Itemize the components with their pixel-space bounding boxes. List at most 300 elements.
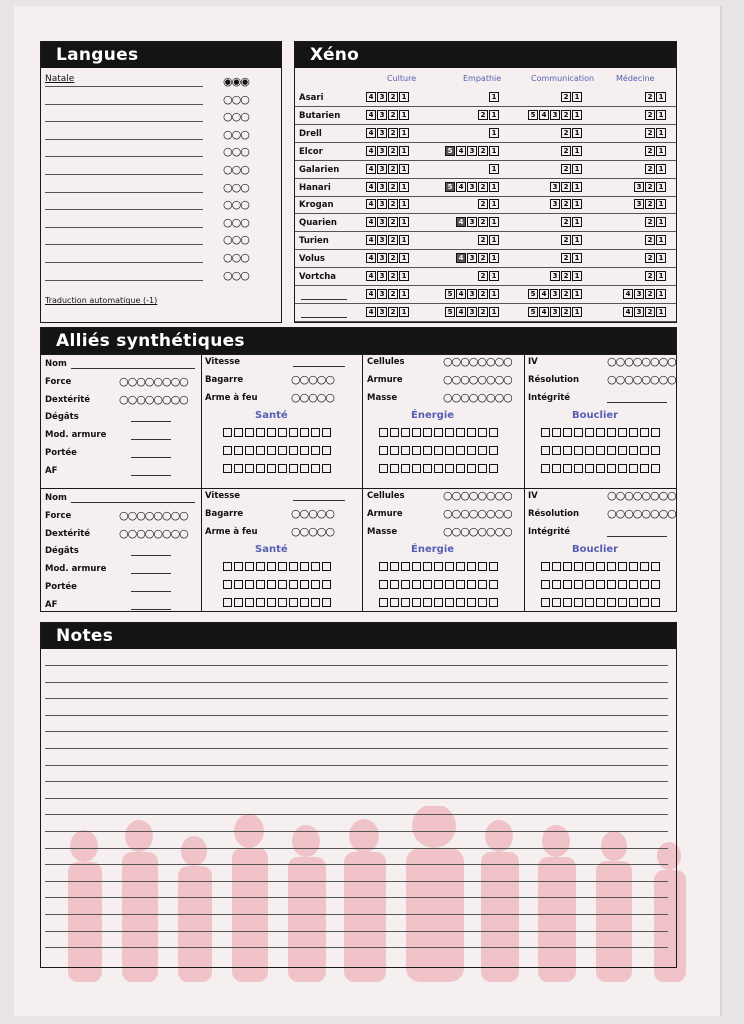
notes-line[interactable] bbox=[45, 665, 668, 666]
track-box[interactable] bbox=[552, 580, 561, 589]
ally-value-field[interactable] bbox=[131, 475, 171, 476]
rank-box[interactable]: 2 bbox=[645, 128, 655, 138]
track-box[interactable] bbox=[489, 598, 498, 607]
rank-box[interactable]: 3 bbox=[550, 271, 560, 281]
rank-box[interactable]: 1 bbox=[489, 110, 499, 120]
track-box[interactable] bbox=[267, 598, 276, 607]
xeno-rank-boxes[interactable] bbox=[645, 92, 667, 102]
track-box[interactable] bbox=[278, 464, 287, 473]
track-box[interactable] bbox=[640, 428, 649, 437]
rank-box[interactable]: 2 bbox=[645, 199, 655, 209]
track-box[interactable] bbox=[245, 446, 254, 455]
ally-name-field[interactable] bbox=[71, 368, 195, 369]
rank-box[interactable]: 2 bbox=[645, 253, 655, 263]
track-box[interactable] bbox=[423, 428, 432, 437]
notes-line[interactable] bbox=[45, 781, 668, 782]
track-box[interactable] bbox=[445, 598, 454, 607]
rank-box[interactable]: 1 bbox=[489, 199, 499, 209]
rank-box[interactable]: 4 bbox=[366, 128, 376, 138]
track-box[interactable] bbox=[607, 446, 616, 455]
rank-box[interactable]: 1 bbox=[656, 235, 666, 245]
track-box[interactable] bbox=[267, 562, 276, 571]
ally-stat-circles[interactable]: ○○○○○ bbox=[291, 524, 334, 538]
ally-stat-circles[interactable]: ○○○○○○○○ bbox=[443, 489, 512, 502]
track-box[interactable] bbox=[585, 598, 594, 607]
rank-box[interactable]: 1 bbox=[489, 182, 499, 192]
track-box[interactable] bbox=[412, 562, 421, 571]
rank-box[interactable]: 2 bbox=[645, 110, 655, 120]
track-box[interactable] bbox=[423, 598, 432, 607]
track-box[interactable] bbox=[585, 446, 594, 455]
notes-line[interactable] bbox=[45, 731, 668, 732]
rank-box[interactable]: 1 bbox=[489, 217, 499, 227]
ally-stat-circles[interactable]: ○○○○○○○○ bbox=[119, 526, 188, 540]
rank-box[interactable]: 1 bbox=[656, 110, 666, 120]
rank-box[interactable]: 2 bbox=[388, 182, 398, 192]
rank-box[interactable]: 4 bbox=[366, 92, 376, 102]
rank-box[interactable]: 1 bbox=[572, 182, 582, 192]
ally-track-boxes[interactable] bbox=[541, 446, 662, 455]
rank-box[interactable]: 3 bbox=[550, 110, 560, 120]
track-box[interactable] bbox=[445, 446, 454, 455]
rank-box[interactable]: 2 bbox=[561, 110, 571, 120]
rank-box[interactable]: 4 bbox=[539, 110, 549, 120]
rank-box[interactable]: 2 bbox=[645, 271, 655, 281]
track-box[interactable] bbox=[618, 580, 627, 589]
rank-box[interactable]: 5 bbox=[445, 146, 455, 156]
rank-box[interactable]: 1 bbox=[656, 199, 666, 209]
notes-line[interactable] bbox=[45, 914, 668, 915]
rank-box[interactable]: 4 bbox=[366, 110, 376, 120]
track-box[interactable] bbox=[607, 562, 616, 571]
xeno-rank-boxes[interactable] bbox=[366, 182, 410, 192]
rank-box[interactable]: 2 bbox=[645, 92, 655, 102]
rank-box[interactable]: 2 bbox=[478, 235, 488, 245]
xeno-rank-boxes[interactable] bbox=[561, 253, 583, 263]
rank-box[interactable]: 1 bbox=[489, 164, 499, 174]
track-box[interactable] bbox=[445, 580, 454, 589]
rank-box[interactable]: 1 bbox=[572, 199, 582, 209]
xeno-rank-boxes[interactable] bbox=[489, 92, 500, 102]
track-box[interactable] bbox=[401, 580, 410, 589]
rank-box[interactable]: 2 bbox=[561, 199, 571, 209]
track-box[interactable] bbox=[445, 428, 454, 437]
xeno-rank-boxes[interactable] bbox=[478, 199, 500, 209]
rank-box[interactable]: 1 bbox=[489, 289, 499, 299]
track-box[interactable] bbox=[456, 562, 465, 571]
rank-box[interactable]: 3 bbox=[467, 289, 477, 299]
ally-stat-circles[interactable]: ○○○○○○○○ bbox=[443, 390, 512, 404]
track-box[interactable] bbox=[618, 598, 627, 607]
track-box[interactable] bbox=[322, 580, 331, 589]
xeno-rank-boxes[interactable] bbox=[645, 128, 667, 138]
rank-box[interactable]: 2 bbox=[645, 307, 655, 317]
ally-track-boxes[interactable] bbox=[223, 598, 333, 607]
track-box[interactable] bbox=[234, 580, 243, 589]
track-box[interactable] bbox=[585, 562, 594, 571]
rank-box[interactable]: 3 bbox=[377, 217, 387, 227]
rank-box[interactable]: 2 bbox=[478, 217, 488, 227]
track-box[interactable] bbox=[311, 446, 320, 455]
rank-box[interactable]: 2 bbox=[561, 217, 571, 227]
track-box[interactable] bbox=[289, 464, 298, 473]
rank-box[interactable]: 3 bbox=[377, 92, 387, 102]
rank-box[interactable]: 1 bbox=[656, 289, 666, 299]
custom-species-line[interactable] bbox=[301, 299, 347, 300]
track-box[interactable] bbox=[412, 464, 421, 473]
track-box[interactable] bbox=[585, 464, 594, 473]
rank-box[interactable]: 4 bbox=[366, 307, 376, 317]
notes-line[interactable] bbox=[45, 682, 668, 683]
track-box[interactable] bbox=[434, 446, 443, 455]
track-box[interactable] bbox=[445, 464, 454, 473]
track-box[interactable] bbox=[574, 562, 583, 571]
xeno-rank-boxes[interactable] bbox=[366, 271, 410, 281]
track-box[interactable] bbox=[423, 446, 432, 455]
track-box[interactable] bbox=[651, 446, 660, 455]
track-box[interactable] bbox=[401, 446, 410, 455]
track-box[interactable] bbox=[322, 598, 331, 607]
ally-track-boxes[interactable] bbox=[379, 598, 500, 607]
track-box[interactable] bbox=[607, 598, 616, 607]
rank-box[interactable]: 5 bbox=[445, 307, 455, 317]
ally-stat-circles[interactable]: ○○○○○ bbox=[291, 390, 334, 404]
language-proficiency-circles[interactable]: ○○○ bbox=[223, 145, 249, 159]
ally-stat-circles[interactable]: ○○○○○○○○ bbox=[607, 355, 676, 368]
track-box[interactable] bbox=[434, 598, 443, 607]
ally-vitesse-field[interactable] bbox=[293, 366, 345, 367]
language-line[interactable] bbox=[45, 209, 203, 210]
rank-box[interactable]: 3 bbox=[550, 307, 560, 317]
rank-box[interactable]: 1 bbox=[489, 92, 499, 102]
track-box[interactable] bbox=[574, 580, 583, 589]
xeno-rank-boxes[interactable] bbox=[366, 199, 410, 209]
track-box[interactable] bbox=[300, 464, 309, 473]
ally-stat-circles[interactable]: ○○○○○○○○ bbox=[119, 392, 188, 406]
rank-box[interactable]: 3 bbox=[634, 182, 644, 192]
ally-stat-circles[interactable]: ○○○○○○○○ bbox=[607, 506, 676, 520]
xeno-rank-boxes[interactable] bbox=[645, 271, 667, 281]
rank-box[interactable]: 2 bbox=[561, 128, 571, 138]
rank-box[interactable]: 3 bbox=[377, 164, 387, 174]
xeno-rank-boxes[interactable] bbox=[528, 110, 583, 120]
xeno-rank-boxes[interactable] bbox=[623, 307, 667, 317]
rank-box[interactable]: 4 bbox=[539, 289, 549, 299]
track-box[interactable] bbox=[412, 598, 421, 607]
xeno-rank-boxes[interactable] bbox=[528, 307, 583, 317]
track-box[interactable] bbox=[456, 464, 465, 473]
xeno-rank-boxes[interactable] bbox=[634, 199, 667, 209]
rank-box[interactable]: 3 bbox=[377, 307, 387, 317]
track-box[interactable] bbox=[311, 598, 320, 607]
xeno-rank-boxes[interactable] bbox=[366, 164, 410, 174]
rank-box[interactable]: 1 bbox=[656, 253, 666, 263]
rank-box[interactable]: 2 bbox=[561, 253, 571, 263]
track-box[interactable] bbox=[300, 446, 309, 455]
language-line[interactable] bbox=[45, 174, 203, 175]
rank-box[interactable]: 2 bbox=[478, 307, 488, 317]
track-box[interactable] bbox=[434, 464, 443, 473]
xeno-rank-boxes[interactable] bbox=[645, 146, 667, 156]
language-proficiency-circles[interactable]: ○○○ bbox=[223, 215, 249, 229]
rank-box[interactable]: 5 bbox=[445, 182, 455, 192]
rank-box[interactable]: 1 bbox=[399, 253, 409, 263]
notes-line[interactable] bbox=[45, 715, 668, 716]
ally-track-boxes[interactable] bbox=[541, 428, 662, 437]
rank-box[interactable]: 1 bbox=[572, 92, 582, 102]
track-box[interactable] bbox=[234, 598, 243, 607]
track-box[interactable] bbox=[278, 428, 287, 437]
xeno-rank-boxes[interactable] bbox=[366, 235, 410, 245]
track-box[interactable] bbox=[596, 464, 605, 473]
rank-box[interactable]: 1 bbox=[399, 271, 409, 281]
rank-box[interactable]: 2 bbox=[561, 271, 571, 281]
language-proficiency-circles[interactable]: ○○○ bbox=[223, 180, 249, 194]
track-box[interactable] bbox=[245, 580, 254, 589]
rank-box[interactable]: 2 bbox=[388, 253, 398, 263]
track-box[interactable] bbox=[223, 562, 232, 571]
xeno-rank-boxes[interactable] bbox=[366, 217, 410, 227]
xeno-rank-boxes[interactable] bbox=[645, 110, 667, 120]
language-proficiency-circles[interactable]: ○○○ bbox=[223, 163, 249, 176]
rank-box[interactable]: 4 bbox=[366, 199, 376, 209]
xeno-rank-boxes[interactable] bbox=[561, 92, 583, 102]
track-box[interactable] bbox=[423, 562, 432, 571]
rank-box[interactable]: 1 bbox=[656, 271, 666, 281]
rank-box[interactable]: 2 bbox=[478, 182, 488, 192]
track-box[interactable] bbox=[456, 598, 465, 607]
rank-box[interactable]: 1 bbox=[572, 110, 582, 120]
ally-stat-circles[interactable]: ○○○○○ bbox=[291, 372, 334, 386]
rank-box[interactable]: 1 bbox=[489, 128, 499, 138]
rank-box[interactable]: 3 bbox=[377, 289, 387, 299]
ally-value-field[interactable] bbox=[131, 457, 171, 458]
language-line[interactable] bbox=[45, 262, 203, 263]
language-proficiency-circles[interactable]: ○○○ bbox=[223, 251, 249, 264]
rank-box[interactable]: 3 bbox=[467, 182, 477, 192]
ally-track-boxes[interactable] bbox=[541, 464, 662, 473]
rank-box[interactable]: 1 bbox=[572, 146, 582, 156]
track-box[interactable] bbox=[489, 428, 498, 437]
track-box[interactable] bbox=[563, 464, 572, 473]
track-box[interactable] bbox=[379, 464, 388, 473]
ally-value-field[interactable] bbox=[131, 609, 171, 610]
language-proficiency-circles[interactable]: ◉◉◉ bbox=[223, 75, 249, 88]
xeno-rank-boxes[interactable] bbox=[561, 217, 583, 227]
language-proficiency-circles[interactable]: ○○○ bbox=[223, 198, 249, 212]
track-box[interactable] bbox=[541, 580, 550, 589]
xeno-rank-boxes[interactable] bbox=[478, 235, 500, 245]
ally-track-boxes[interactable] bbox=[223, 562, 333, 571]
language-line[interactable] bbox=[45, 280, 203, 281]
xeno-rank-boxes[interactable] bbox=[489, 164, 500, 174]
track-box[interactable] bbox=[574, 464, 583, 473]
track-box[interactable] bbox=[223, 446, 232, 455]
track-box[interactable] bbox=[640, 464, 649, 473]
rank-box[interactable]: 2 bbox=[478, 271, 488, 281]
notes-line[interactable] bbox=[45, 765, 668, 766]
rank-box[interactable]: 1 bbox=[399, 217, 409, 227]
rank-box[interactable]: 2 bbox=[645, 182, 655, 192]
track-box[interactable] bbox=[289, 428, 298, 437]
rank-box[interactable]: 1 bbox=[572, 253, 582, 263]
rank-box[interactable]: 1 bbox=[656, 128, 666, 138]
language-proficiency-circles[interactable]: ○○○ bbox=[223, 127, 249, 141]
notes-line[interactable] bbox=[45, 814, 668, 815]
rank-box[interactable]: 2 bbox=[478, 253, 488, 263]
xeno-rank-boxes[interactable] bbox=[528, 289, 583, 299]
track-box[interactable] bbox=[412, 580, 421, 589]
rank-box[interactable]: 2 bbox=[645, 146, 655, 156]
ally-value-field[interactable] bbox=[131, 573, 171, 574]
track-box[interactable] bbox=[467, 580, 476, 589]
track-box[interactable] bbox=[401, 598, 410, 607]
track-box[interactable] bbox=[379, 562, 388, 571]
rank-box[interactable]: 2 bbox=[478, 146, 488, 156]
rank-box[interactable]: 5 bbox=[528, 307, 538, 317]
track-box[interactable] bbox=[234, 464, 243, 473]
rank-box[interactable]: 2 bbox=[388, 307, 398, 317]
track-box[interactable] bbox=[563, 562, 572, 571]
rank-box[interactable]: 3 bbox=[377, 146, 387, 156]
rank-box[interactable]: 2 bbox=[388, 164, 398, 174]
track-box[interactable] bbox=[234, 562, 243, 571]
track-box[interactable] bbox=[563, 428, 572, 437]
track-box[interactable] bbox=[618, 428, 627, 437]
rank-box[interactable]: 4 bbox=[456, 253, 466, 263]
rank-box[interactable]: 2 bbox=[388, 289, 398, 299]
rank-box[interactable]: 1 bbox=[399, 92, 409, 102]
notes-line[interactable] bbox=[45, 897, 668, 898]
ally-value-field[interactable] bbox=[131, 439, 171, 440]
rank-box[interactable]: 3 bbox=[377, 253, 387, 263]
rank-box[interactable]: 2 bbox=[388, 146, 398, 156]
xeno-rank-boxes[interactable] bbox=[456, 253, 500, 263]
rank-box[interactable]: 4 bbox=[366, 146, 376, 156]
xeno-rank-boxes[interactable] bbox=[550, 271, 583, 281]
track-box[interactable] bbox=[412, 428, 421, 437]
track-box[interactable] bbox=[541, 562, 550, 571]
track-box[interactable] bbox=[245, 464, 254, 473]
xeno-rank-boxes[interactable] bbox=[645, 253, 667, 263]
rank-box[interactable]: 2 bbox=[388, 271, 398, 281]
track-box[interactable] bbox=[390, 580, 399, 589]
notes-line[interactable] bbox=[45, 931, 668, 932]
track-box[interactable] bbox=[256, 428, 265, 437]
rank-box[interactable]: 4 bbox=[456, 146, 466, 156]
track-box[interactable] bbox=[552, 446, 561, 455]
track-box[interactable] bbox=[311, 464, 320, 473]
rank-box[interactable]: 4 bbox=[539, 307, 549, 317]
notes-line[interactable] bbox=[45, 848, 668, 849]
rank-box[interactable]: 4 bbox=[366, 217, 376, 227]
ally-stat-circles[interactable]: ○○○○○○○○ bbox=[607, 489, 676, 502]
ally-track-boxes[interactable] bbox=[379, 580, 500, 589]
xeno-rank-boxes[interactable] bbox=[366, 289, 410, 299]
track-box[interactable] bbox=[574, 598, 583, 607]
rank-box[interactable]: 4 bbox=[623, 289, 633, 299]
rank-box[interactable]: 1 bbox=[572, 235, 582, 245]
rank-box[interactable]: 2 bbox=[561, 92, 571, 102]
track-box[interactable] bbox=[467, 598, 476, 607]
track-box[interactable] bbox=[541, 446, 550, 455]
xeno-rank-boxes[interactable] bbox=[445, 289, 500, 299]
notes-line[interactable] bbox=[45, 864, 668, 865]
track-box[interactable] bbox=[267, 446, 276, 455]
track-box[interactable] bbox=[267, 428, 276, 437]
track-box[interactable] bbox=[401, 464, 410, 473]
track-box[interactable] bbox=[300, 580, 309, 589]
xeno-rank-boxes[interactable] bbox=[634, 182, 667, 192]
track-box[interactable] bbox=[390, 428, 399, 437]
language-line[interactable] bbox=[45, 121, 203, 122]
rank-box[interactable]: 1 bbox=[489, 253, 499, 263]
xeno-rank-boxes[interactable] bbox=[366, 146, 410, 156]
xeno-rank-boxes[interactable] bbox=[445, 146, 500, 156]
rank-box[interactable]: 2 bbox=[388, 92, 398, 102]
track-box[interactable] bbox=[596, 580, 605, 589]
rank-box[interactable]: 2 bbox=[478, 289, 488, 299]
ally-track-boxes[interactable] bbox=[541, 562, 662, 571]
rank-box[interactable]: 1 bbox=[489, 271, 499, 281]
language-line[interactable] bbox=[45, 156, 203, 157]
track-box[interactable] bbox=[541, 428, 550, 437]
ally-stat-circles[interactable]: ○○○○○ bbox=[291, 506, 334, 520]
track-box[interactable] bbox=[379, 598, 388, 607]
xeno-rank-boxes[interactable] bbox=[456, 217, 500, 227]
track-box[interactable] bbox=[278, 580, 287, 589]
track-box[interactable] bbox=[585, 580, 594, 589]
track-box[interactable] bbox=[640, 580, 649, 589]
rank-box[interactable]: 2 bbox=[645, 217, 655, 227]
track-box[interactable] bbox=[563, 446, 572, 455]
track-box[interactable] bbox=[640, 446, 649, 455]
rank-box[interactable]: 4 bbox=[623, 307, 633, 317]
xeno-rank-boxes[interactable] bbox=[645, 235, 667, 245]
ally-name-field[interactable] bbox=[71, 502, 195, 503]
xeno-rank-boxes[interactable] bbox=[366, 110, 410, 120]
track-box[interactable] bbox=[478, 598, 487, 607]
language-line[interactable] bbox=[45, 244, 203, 245]
track-box[interactable] bbox=[618, 562, 627, 571]
track-box[interactable] bbox=[401, 562, 410, 571]
track-box[interactable] bbox=[289, 446, 298, 455]
rank-box[interactable]: 1 bbox=[399, 182, 409, 192]
track-box[interactable] bbox=[478, 464, 487, 473]
track-box[interactable] bbox=[629, 580, 638, 589]
ally-stat-circles[interactable]: ○○○○○○○○ bbox=[119, 508, 188, 522]
rank-box[interactable]: 4 bbox=[366, 271, 376, 281]
ally-track-boxes[interactable] bbox=[223, 464, 333, 473]
rank-box[interactable]: 1 bbox=[399, 307, 409, 317]
custom-species-line[interactable] bbox=[301, 317, 347, 318]
track-box[interactable] bbox=[322, 562, 331, 571]
track-box[interactable] bbox=[423, 464, 432, 473]
rank-box[interactable]: 4 bbox=[366, 253, 376, 263]
ally-stat-circles[interactable]: ○○○○○○○○ bbox=[119, 374, 188, 388]
track-box[interactable] bbox=[651, 598, 660, 607]
language-proficiency-circles[interactable]: ○○○ bbox=[223, 268, 249, 282]
rank-box[interactable]: 1 bbox=[399, 164, 409, 174]
rank-box[interactable]: 1 bbox=[399, 289, 409, 299]
track-box[interactable] bbox=[223, 580, 232, 589]
track-box[interactable] bbox=[596, 598, 605, 607]
track-box[interactable] bbox=[390, 446, 399, 455]
ally-stat-circles[interactable]: ○○○○○○○○ bbox=[443, 355, 512, 368]
language-line[interactable] bbox=[45, 104, 203, 105]
rank-box[interactable]: 3 bbox=[634, 289, 644, 299]
rank-box[interactable]: 3 bbox=[377, 182, 387, 192]
